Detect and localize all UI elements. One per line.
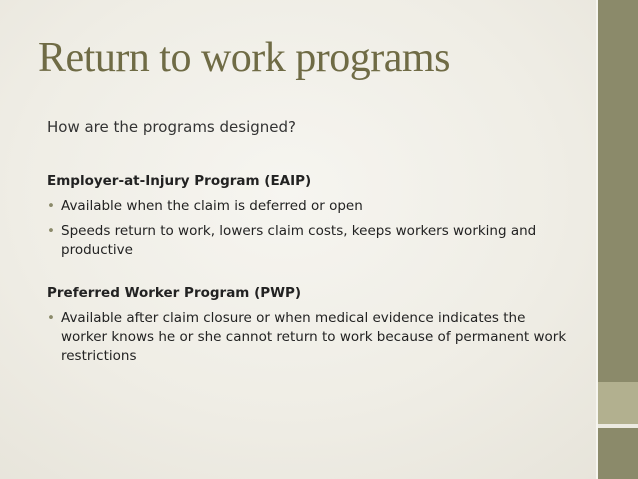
side-bar-segment-bottom [596, 428, 638, 479]
bullet-text: Available after claim closure or when medical evidence indicates the worker knows he or she cannot return to work because of permanent work restrictions [61, 310, 567, 364]
section-heading: Employer-at-Injury Program (EAIP) [47, 173, 312, 189]
bullet-item [47, 197, 567, 216]
bullet-list [47, 309, 567, 366]
section-eaip [47, 172, 567, 260]
bullet-item [47, 222, 567, 260]
bullet-glyph: • [47, 198, 55, 214]
section-heading: Preferred Worker Program (PWP) [47, 285, 302, 301]
side-bar-divider [596, 0, 598, 479]
bullet-item [47, 309, 567, 366]
section-pwp [47, 284, 567, 366]
bullet-glyph: • [47, 310, 55, 326]
side-bar-segment-top [596, 0, 638, 382]
side-bar-segment-light [596, 382, 638, 424]
slide-title: Return to work programs [38, 35, 450, 81]
decorative-side-bar [596, 0, 638, 479]
slide-subtitle: How are the programs designed? [47, 118, 296, 136]
bullet-glyph: • [47, 223, 55, 239]
bullet-text: Speeds return to work, lowers claim costs, keeps workers working and productive [61, 223, 537, 258]
bullet-text: Available when the claim is deferred or open [61, 198, 363, 214]
bullet-list [47, 197, 567, 260]
